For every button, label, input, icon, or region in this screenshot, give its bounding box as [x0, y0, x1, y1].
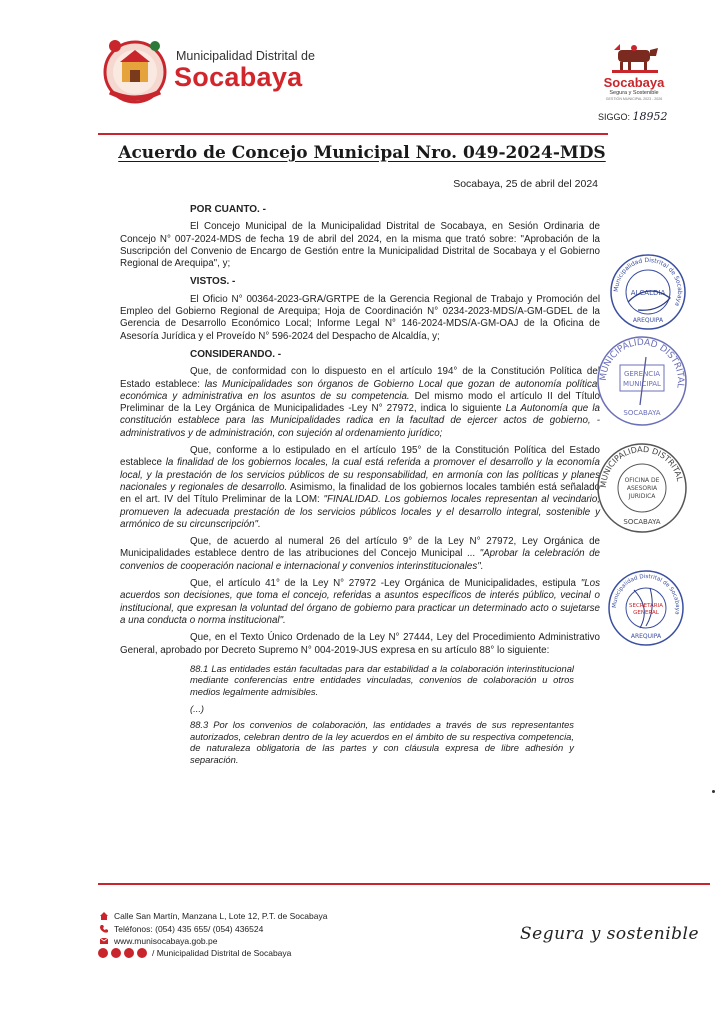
- footer-social: / Municipalidad Distrital de Socabaya: [98, 947, 327, 959]
- svg-text:ALCALDIA: ALCALDIA: [630, 289, 666, 297]
- instagram-icon[interactable]: [111, 948, 121, 958]
- brand-right: [584, 40, 684, 102]
- svg-text:ASESORIA: ASESORIA: [626, 485, 658, 492]
- cattle-logo-icon: [604, 40, 664, 76]
- document-body: [120, 200, 600, 771]
- vistos-heading: VISTOS. -: [190, 276, 236, 288]
- slogan-signature: Segura y sostenible: [520, 924, 700, 944]
- brand-right-tagline: Segura y Sostenible: [609, 90, 659, 96]
- por-cuanto-heading: POR CUANTO. -: [190, 204, 266, 215]
- document-title: Acuerdo de Concejo Municipal Nro. 049-2024-MDS: [118, 143, 606, 163]
- svg-text:OFICINA DE: OFICINA DE: [624, 477, 660, 484]
- svg-text:MUNICIPALIDAD DISTRITAL: MUNICIPALIDAD DISTRITAL: [598, 444, 685, 489]
- twitter-icon[interactable]: [137, 948, 147, 958]
- margin-mark: [712, 790, 715, 793]
- brand-right-name: Socabaya: [603, 75, 665, 90]
- footer-phones: Teléfonos: (054) 435 655/ (054) 436524: [98, 922, 327, 934]
- mail-icon: [98, 935, 109, 946]
- svg-text:SECRETARIA: SECRETARIA: [628, 603, 664, 609]
- svg-text:Municipalidad Distrital de Soc: Municipalidad Distrital de Socabaya: [611, 573, 681, 615]
- svg-text:Municipalidad Distrital de Soc: Municipalidad Distrital de Socabaya: [612, 256, 684, 308]
- considerando-paragraph-4: Que, el artículo 41° de la Ley N° 27972 -Ley Orgánica de Municipalidades, estipula "Los acuerdos son decisiones, que toma el concejo, referidas a asuntos específicos de interés público, vecinal o institucional, que expresan la voluntad del órgano de gobierno para practicar un determinado acto o sujetarse a una conducta o norma institucional".: [120, 578, 600, 626]
- home-icon: [98, 911, 109, 922]
- gerencia-stamp: [596, 335, 688, 427]
- svg-text:MUNICIPAL: MUNICIPAL: [623, 380, 661, 388]
- svg-text:GERENCIA: GERENCIA: [623, 370, 661, 378]
- considerando-paragraph-5: Que, en el Texto Único Ordenado de la Ley N° 27444, Ley del Procedimiento Administrativo General, aprobado por Decreto Supremo N° 004-2019-JUS expresa en su artículo 88° lo siguiente:: [120, 632, 600, 656]
- siggo-code: [598, 110, 668, 123]
- siggo-number: 18952: [632, 110, 668, 123]
- vistos-paragraph: El Oficio N° 00364-2023-GRA/GRTPE de la Gerencia Regional de Trabajo y Promoción del Empleo del Gobierno Regional de Arequipa; Hoja de Coordinación N° 0234-2023-MDS/A-GM-GDEL de la Gerencia de Desarrollo Económico Local; Informe Legal N° 146-2024-MDS/A-GM-OAJ de la Oficina de Asesoría Jurídica y el Proveído N° 596-2024 del Despacho de Alcaldía, y;: [120, 293, 600, 342]
- considerando-paragraph-3: Que, de acuerdo al numeral 26 del artículo 9° de la Ley N° 27972, Ley Orgánica de Municipalidades establece dentro de las atribuciones del Concejo Municipal ... "Aprobar la celebración de convenios de cooperación nacional e internacional y convenios interinstitucionales".: [120, 536, 600, 572]
- svg-text:SOCABAYA: SOCABAYA: [623, 409, 661, 417]
- svg-text:MUNICIPALIDAD DISTRITAL: MUNICIPALIDAD DISTRITAL: [598, 337, 686, 389]
- place-date: Socabaya, 25 de abril del 2024: [453, 178, 598, 190]
- svg-text:JURIDICA: JURIDICA: [628, 493, 656, 500]
- considerando-paragraph-2: Que, conforme a lo estipulado en el artículo 195° de la Constitución Política del Estado establece la finalidad de los gobiernos locales, la cual está referida a promover el desarrollo y la economía local, y la prestación de los servicios públicos de su responsabilidad, en armonía con las políticas y planes nacionales y regionales de desarrollo. Asimismo, la finalidad de los gobiernos locales también está señalado en el art. IV del Título Preliminar de la LOM: "FINALIDAD. Los gobiernos locales representan al vecindario, promueven la adecuada prestación de los servicios públicos locales y el desarrollo integral, sostenible y armónico de su circunscripción".: [120, 445, 601, 530]
- siggo-label: SIGGO:: [598, 112, 631, 122]
- municipal-emblem-icon: [100, 32, 170, 110]
- asesoria-juridica-stamp: [596, 442, 688, 534]
- facebook-icon[interactable]: [98, 948, 108, 958]
- logo-main-text: Socabaya: [174, 62, 303, 92]
- header-divider: [98, 133, 608, 135]
- footer-divider: [98, 883, 710, 885]
- quote-88-3: 88.3 Por los convenios de colaboración, las entidades a través de sus representantes autorizados, celebran dentro de la ley acuerdos en el ámbito de su respectiva competencia, de naturaleza obligatoria de las partes y con cláusula expresa de libre adhesión y separación.: [190, 719, 574, 765]
- phone-icon: [98, 923, 109, 934]
- youtube-icon[interactable]: [124, 948, 134, 958]
- svg-text:SOCABAYA: SOCABAYA: [623, 518, 661, 526]
- secretaria-general-stamp: [606, 568, 686, 648]
- legal-quote: [190, 663, 574, 766]
- considerando-paragraph-1: Que, de conformidad con lo dispuesto en el artículo 194° de la Constitución Política del Estado establece: las Municipalidades son órganos de Gobierno Local que gozan de autonomía política, económica y administrativa en los asuntos de su competencia. Del mismo modo el artículo II del Título Preliminar de la Ley Orgánica de Municipalidades -Ley N° 27972, indica lo siguiente La Autonomía que la constitución establece para las Municipalidades radica en la facultad de ejercer actos de gobierno, -administrativos y de administración, con sujeción al ordenamiento jurídico;: [120, 366, 601, 439]
- footer: [98, 910, 327, 960]
- svg-text:AREQUIPA: AREQUIPA: [630, 633, 662, 640]
- brand-right-subtag: GESTIÓN MUNICIPAL 2023 - 2026: [605, 97, 663, 101]
- svg-text:AREQUIPA: AREQUIPA: [632, 317, 664, 324]
- quote-88-1: 88.1 Las entidades están facultadas para dar estabilidad a la colaboración interinstitucional mediante conferencias entre entidades vinculadas, convenios de colaboración u otros medios legalmente admisibles.: [190, 662, 574, 697]
- por-cuanto-paragraph: El Concejo Municipal de la Municipalidad Distrital de Socabaya, en Sesión Ordinaria de Concejo N° 007-2024-MDS de fecha 19 de abril del 2024, en la misma que trató sobre: "Aprobación de la Suscripción del Convenio de Encargo de Gestión entre la Municipalidad Distrital de Socabaya y el Gobierno Regional de Arequipa", y;: [120, 221, 600, 270]
- svg-text:GENERAL: GENERAL: [633, 610, 659, 616]
- alcaldia-stamp: [608, 252, 688, 332]
- logo-prefix-text: Municipalidad Distrital de: [176, 49, 315, 63]
- footer-address: Calle San Martín, Manzana L, Lote 12, P.T. de Socabaya: [98, 910, 327, 922]
- footer-website[interactable]: www.munisocabaya.gob.pe: [98, 935, 327, 947]
- considerando-heading: CONSIDERANDO. -: [190, 348, 282, 360]
- quote-ellipsis: (...): [190, 702, 205, 714]
- letterhead: [0, 0, 724, 150]
